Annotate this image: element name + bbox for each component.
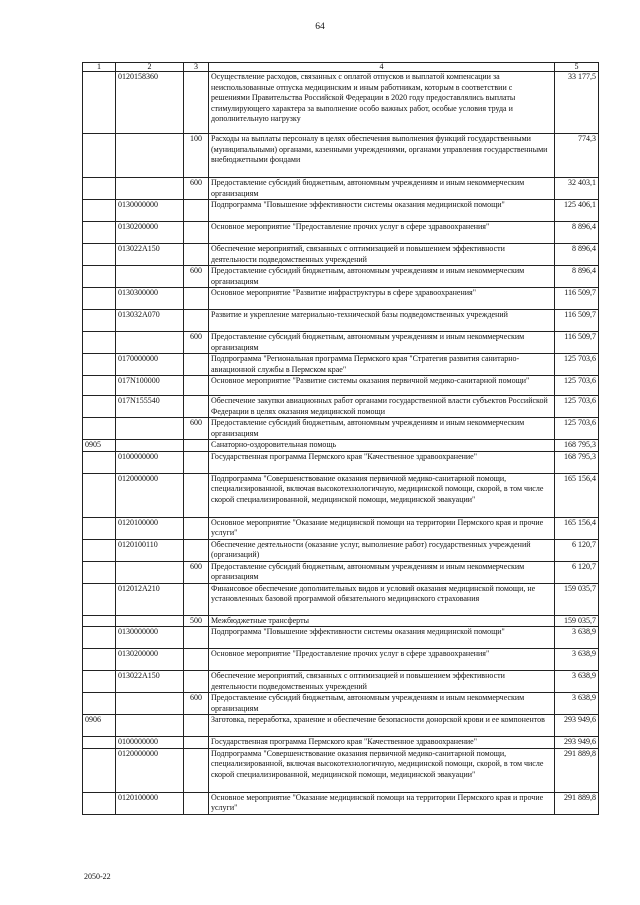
item-amount: 125 703,6 [555, 418, 599, 440]
page-number: 64 [315, 22, 325, 32]
section-code [83, 517, 116, 539]
expense-type-code [184, 539, 209, 561]
item-amount: 774,3 [555, 134, 599, 178]
target-article-code [116, 418, 184, 440]
expense-type-code [184, 72, 209, 134]
expense-type-code: 600 [184, 693, 209, 715]
item-name: Заготовка, переработка, хранение и обеспечение безопасности донорской крови и ее компонентов [209, 715, 555, 737]
header-col-5: 5 [555, 63, 599, 72]
header-col-1: 1 [83, 63, 116, 72]
table-row [83, 627, 599, 649]
item-amount: 165 156,4 [555, 473, 599, 517]
target-article-code [116, 134, 184, 178]
target-article-code: 0120100110 [116, 539, 184, 561]
item-name: Обеспечение закупки авиационных работ органами государственной власти субъектов Российской Федерации в целях оказания медицинской помощи [209, 396, 555, 418]
item-amount: 116 509,7 [555, 288, 599, 310]
expense-type-code [184, 354, 209, 376]
target-article-code: 0120100000 [116, 517, 184, 539]
item-name: Предоставление субсидий бюджетным, автономным учреждениям и иным некоммерческим организациям [209, 418, 555, 440]
header-col-3: 3 [184, 63, 209, 72]
item-name: Государственная программа Пермского края "Качественное здравоохранение" [209, 737, 555, 749]
table-row [83, 244, 599, 266]
item-amount: 293 949,6 [555, 715, 599, 737]
item-name: Государственная программа Пермского края "Качественное здравоохранение" [209, 451, 555, 473]
target-article-code: 0120000000 [116, 473, 184, 517]
table-row [83, 72, 599, 134]
section-code [83, 288, 116, 310]
item-amount: 125 406,1 [555, 200, 599, 222]
section-code [83, 178, 116, 200]
header-col-2: 2 [116, 63, 184, 72]
section-code [83, 737, 116, 749]
budget-table [82, 62, 599, 815]
expense-type-code [184, 451, 209, 473]
expense-type-code [184, 222, 209, 244]
item-name: Предоставление субсидий бюджетным, автономным учреждениям и иным некоммерческим организациям [209, 693, 555, 715]
expense-type-code [184, 473, 209, 517]
target-article-code: 0100000000 [116, 451, 184, 473]
expense-type-code: 100 [184, 134, 209, 178]
section-code [83, 332, 116, 354]
expense-type-code [184, 288, 209, 310]
table-header [83, 63, 599, 72]
table-body [83, 72, 599, 815]
section-code [83, 222, 116, 244]
expense-type-code [184, 310, 209, 332]
section-code [83, 376, 116, 396]
section-code [83, 72, 116, 134]
table-row [83, 396, 599, 418]
section-code [83, 627, 116, 649]
section-code [83, 671, 116, 693]
item-name: Основное мероприятие "Развитие системы оказания первичной медико-санитарной помощи" [209, 376, 555, 396]
expense-type-code: 600 [184, 418, 209, 440]
item-name: Предоставление субсидий бюджетным, автономным учреждениям и иным некоммерческим организациям [209, 266, 555, 288]
item-amount: 3 638,9 [555, 649, 599, 671]
target-article-code [116, 561, 184, 583]
item-name: Основное мероприятие "Развитие инфраструктуры в сфере здравоохранения" [209, 288, 555, 310]
item-amount: 168 795,3 [555, 451, 599, 473]
item-name: Подпрограмма "Региональная программа Пермского края "Стратегия развития санитарно-авиационной службы в Пермском крае" [209, 354, 555, 376]
expense-type-code [184, 748, 209, 792]
expense-type-code: 600 [184, 266, 209, 288]
expense-type-code: 600 [184, 561, 209, 583]
item-amount: 125 703,6 [555, 376, 599, 396]
expense-type-code [184, 517, 209, 539]
target-article-code: 0120158360 [116, 72, 184, 134]
header-row [83, 63, 599, 72]
section-code [83, 418, 116, 440]
target-article-code: 012012А210 [116, 583, 184, 615]
expense-type-code [184, 671, 209, 693]
table-row [83, 649, 599, 671]
item-name: Основное мероприятие "Предоставление прочих услуг в сфере здравоохранения" [209, 649, 555, 671]
item-amount: 159 035,7 [555, 615, 599, 627]
table-row [83, 178, 599, 200]
section-code [83, 561, 116, 583]
target-article-code: 0130000000 [116, 627, 184, 649]
table-row [83, 354, 599, 376]
table-row [83, 288, 599, 310]
section-code [83, 615, 116, 627]
target-article-code: 017N155540 [116, 396, 184, 418]
target-article-code: 017N100000 [116, 376, 184, 396]
item-name: Санаторно-оздоровительная помощь [209, 440, 555, 452]
item-amount: 165 156,4 [555, 517, 599, 539]
item-name: Предоставление субсидий бюджетным, автономным учреждениям и иным некоммерческим организациям [209, 332, 555, 354]
target-article-code: 0100000000 [116, 737, 184, 749]
target-article-code: 013022А150 [116, 671, 184, 693]
target-article-code: 0130200000 [116, 222, 184, 244]
table-row [83, 266, 599, 288]
item-amount: 116 509,7 [555, 332, 599, 354]
item-name: Финансовое обеспечение дополнительных видов и условий оказания медицинской помощи, не установленных базовой программой обязательного медицинского страхования [209, 583, 555, 615]
section-code: 0905 [83, 440, 116, 452]
item-amount: 6 120,7 [555, 561, 599, 583]
section-code [83, 748, 116, 792]
expense-type-code: 600 [184, 332, 209, 354]
table-row [83, 451, 599, 473]
item-name: Обеспечение мероприятий, связанных с оптимизацией и повышением эффективности деятельности подведомственных учреждений [209, 244, 555, 266]
item-amount: 293 949,6 [555, 737, 599, 749]
item-name: Осуществление расходов, связанных с оплатой отпусков и выплатой компенсации за неиспользованные отпуска медицинским и иным работникам, которым в соответствии с решениями Правительства Российской Федерации в 2020 году предоставлялись выплаты стимулирующего характера за выполнение особо важных работ, особые условия труда и дополнительную нагрузку [209, 72, 555, 134]
item-name: Предоставление субсидий бюджетным, автономным учреждениям и иным некоммерческим организациям [209, 561, 555, 583]
target-article-code [116, 693, 184, 715]
expense-type-code [184, 715, 209, 737]
section-code [83, 354, 116, 376]
item-name: Межбюджетные трансферты [209, 615, 555, 627]
item-amount: 3 638,9 [555, 627, 599, 649]
table-row [83, 792, 599, 814]
target-article-code: 0130200000 [116, 649, 184, 671]
section-code [83, 451, 116, 473]
target-article-code [116, 266, 184, 288]
target-article-code: 0120100000 [116, 792, 184, 814]
section-code [83, 134, 116, 178]
item-name: Обеспечение мероприятий, связанных с оптимизацией и повышением эффективности деятельности подведомственных учреждений [209, 671, 555, 693]
item-name: Основное мероприятие "Оказание медицинской помощи на территории Пермского края и прочие услуги" [209, 517, 555, 539]
target-article-code [116, 332, 184, 354]
header-col-4: 4 [209, 63, 555, 72]
item-name: Основное мероприятие "Оказание медицинской помощи на территории Пермского края и прочие услуги" [209, 792, 555, 814]
target-article-code: 0120000000 [116, 748, 184, 792]
item-name: Подпрограмма "Повышение эффективности системы оказания медицинской помощи" [209, 627, 555, 649]
item-name: Подпрограмма "Совершенствование оказания первичной медико-санитарной помощи, специализированной, включая высокотехнологичную, медицинской помощи, скорой, в том числе скорой специализированной, медицинской помощи, медицинской эвакуации" [209, 748, 555, 792]
item-amount: 3 638,9 [555, 671, 599, 693]
expense-type-code [184, 376, 209, 396]
table-row [83, 222, 599, 244]
table-row [83, 671, 599, 693]
table-row [83, 715, 599, 737]
section-code [83, 583, 116, 615]
item-amount: 8 896,4 [555, 244, 599, 266]
item-name: Расходы на выплаты персоналу в целях обеспечения выполнения функций государственными (муниципальными) органами, казенными учреждениями, органами управления государственными внебюджетными фондами [209, 134, 555, 178]
expense-type-code [184, 583, 209, 615]
expense-type-code [184, 200, 209, 222]
table-row [83, 517, 599, 539]
target-article-code [116, 440, 184, 452]
table-row [83, 737, 599, 749]
expense-type-code [184, 649, 209, 671]
target-article-code [116, 178, 184, 200]
item-amount: 6 120,7 [555, 539, 599, 561]
item-name: Предоставление субсидий бюджетным, автономным учреждениям и иным некоммерческим организациям [209, 178, 555, 200]
item-amount: 291 889,8 [555, 748, 599, 792]
table-row [83, 539, 599, 561]
item-amount: 33 177,5 [555, 72, 599, 134]
item-amount: 8 896,4 [555, 266, 599, 288]
table-row [83, 376, 599, 396]
table-row [83, 200, 599, 222]
expense-type-code [184, 244, 209, 266]
table-row [83, 748, 599, 792]
section-code: 0906 [83, 715, 116, 737]
target-article-code: 013022А150 [116, 244, 184, 266]
section-code [83, 792, 116, 814]
expense-type-code: 600 [184, 178, 209, 200]
target-article-code [116, 715, 184, 737]
target-article-code: 0130300000 [116, 288, 184, 310]
target-article-code: 013032А070 [116, 310, 184, 332]
table-row [83, 473, 599, 517]
item-amount: 3 638,9 [555, 693, 599, 715]
table-row [83, 615, 599, 627]
target-article-code [116, 615, 184, 627]
section-code [83, 539, 116, 561]
table-row [83, 332, 599, 354]
table-row [83, 693, 599, 715]
table-row [83, 561, 599, 583]
item-name: Подпрограмма "Повышение эффективности системы оказания медицинской помощи" [209, 200, 555, 222]
table-row [83, 310, 599, 332]
item-amount: 168 795,3 [555, 440, 599, 452]
target-article-code: 0130000000 [116, 200, 184, 222]
section-code [83, 266, 116, 288]
table-row [83, 134, 599, 178]
expense-type-code [184, 792, 209, 814]
expense-type-code [184, 396, 209, 418]
item-name: Обеспечение деятельности (оказание услуг, выполнение работ) государственных учреждений (организаций) [209, 539, 555, 561]
target-article-code: 0170000000 [116, 354, 184, 376]
item-amount: 8 896,4 [555, 222, 599, 244]
expense-type-code [184, 440, 209, 452]
item-amount: 116 509,7 [555, 310, 599, 332]
footer-code: 2050-22 [84, 872, 111, 881]
item-amount: 159 035,7 [555, 583, 599, 615]
section-code [83, 244, 116, 266]
section-code [83, 396, 116, 418]
table-row [83, 418, 599, 440]
expense-type-code: 500 [184, 615, 209, 627]
section-code [83, 200, 116, 222]
section-code [83, 693, 116, 715]
expense-type-code [184, 627, 209, 649]
item-name: Развитие и укрепление материально-технической базы подведомственных учреждений [209, 310, 555, 332]
item-name: Основное мероприятие "Предоставление прочих услуг в сфере здравоохранения" [209, 222, 555, 244]
budget-table-container [82, 62, 598, 815]
section-code [83, 473, 116, 517]
table-row [83, 440, 599, 452]
expense-type-code [184, 737, 209, 749]
section-code [83, 310, 116, 332]
item-name: Подпрограмма "Совершенствование оказания первичной медико-санитарной помощи, специализированной, включая высокотехнологичную, медицинской помощи, скорой, в том числе скорой специализированной, медицинской помощи, медицинской эвакуации" [209, 473, 555, 517]
table-row [83, 583, 599, 615]
item-amount: 125 703,6 [555, 396, 599, 418]
item-amount: 125 703,6 [555, 354, 599, 376]
item-amount: 32 403,1 [555, 178, 599, 200]
section-code [83, 649, 116, 671]
item-amount: 291 889,8 [555, 792, 599, 814]
